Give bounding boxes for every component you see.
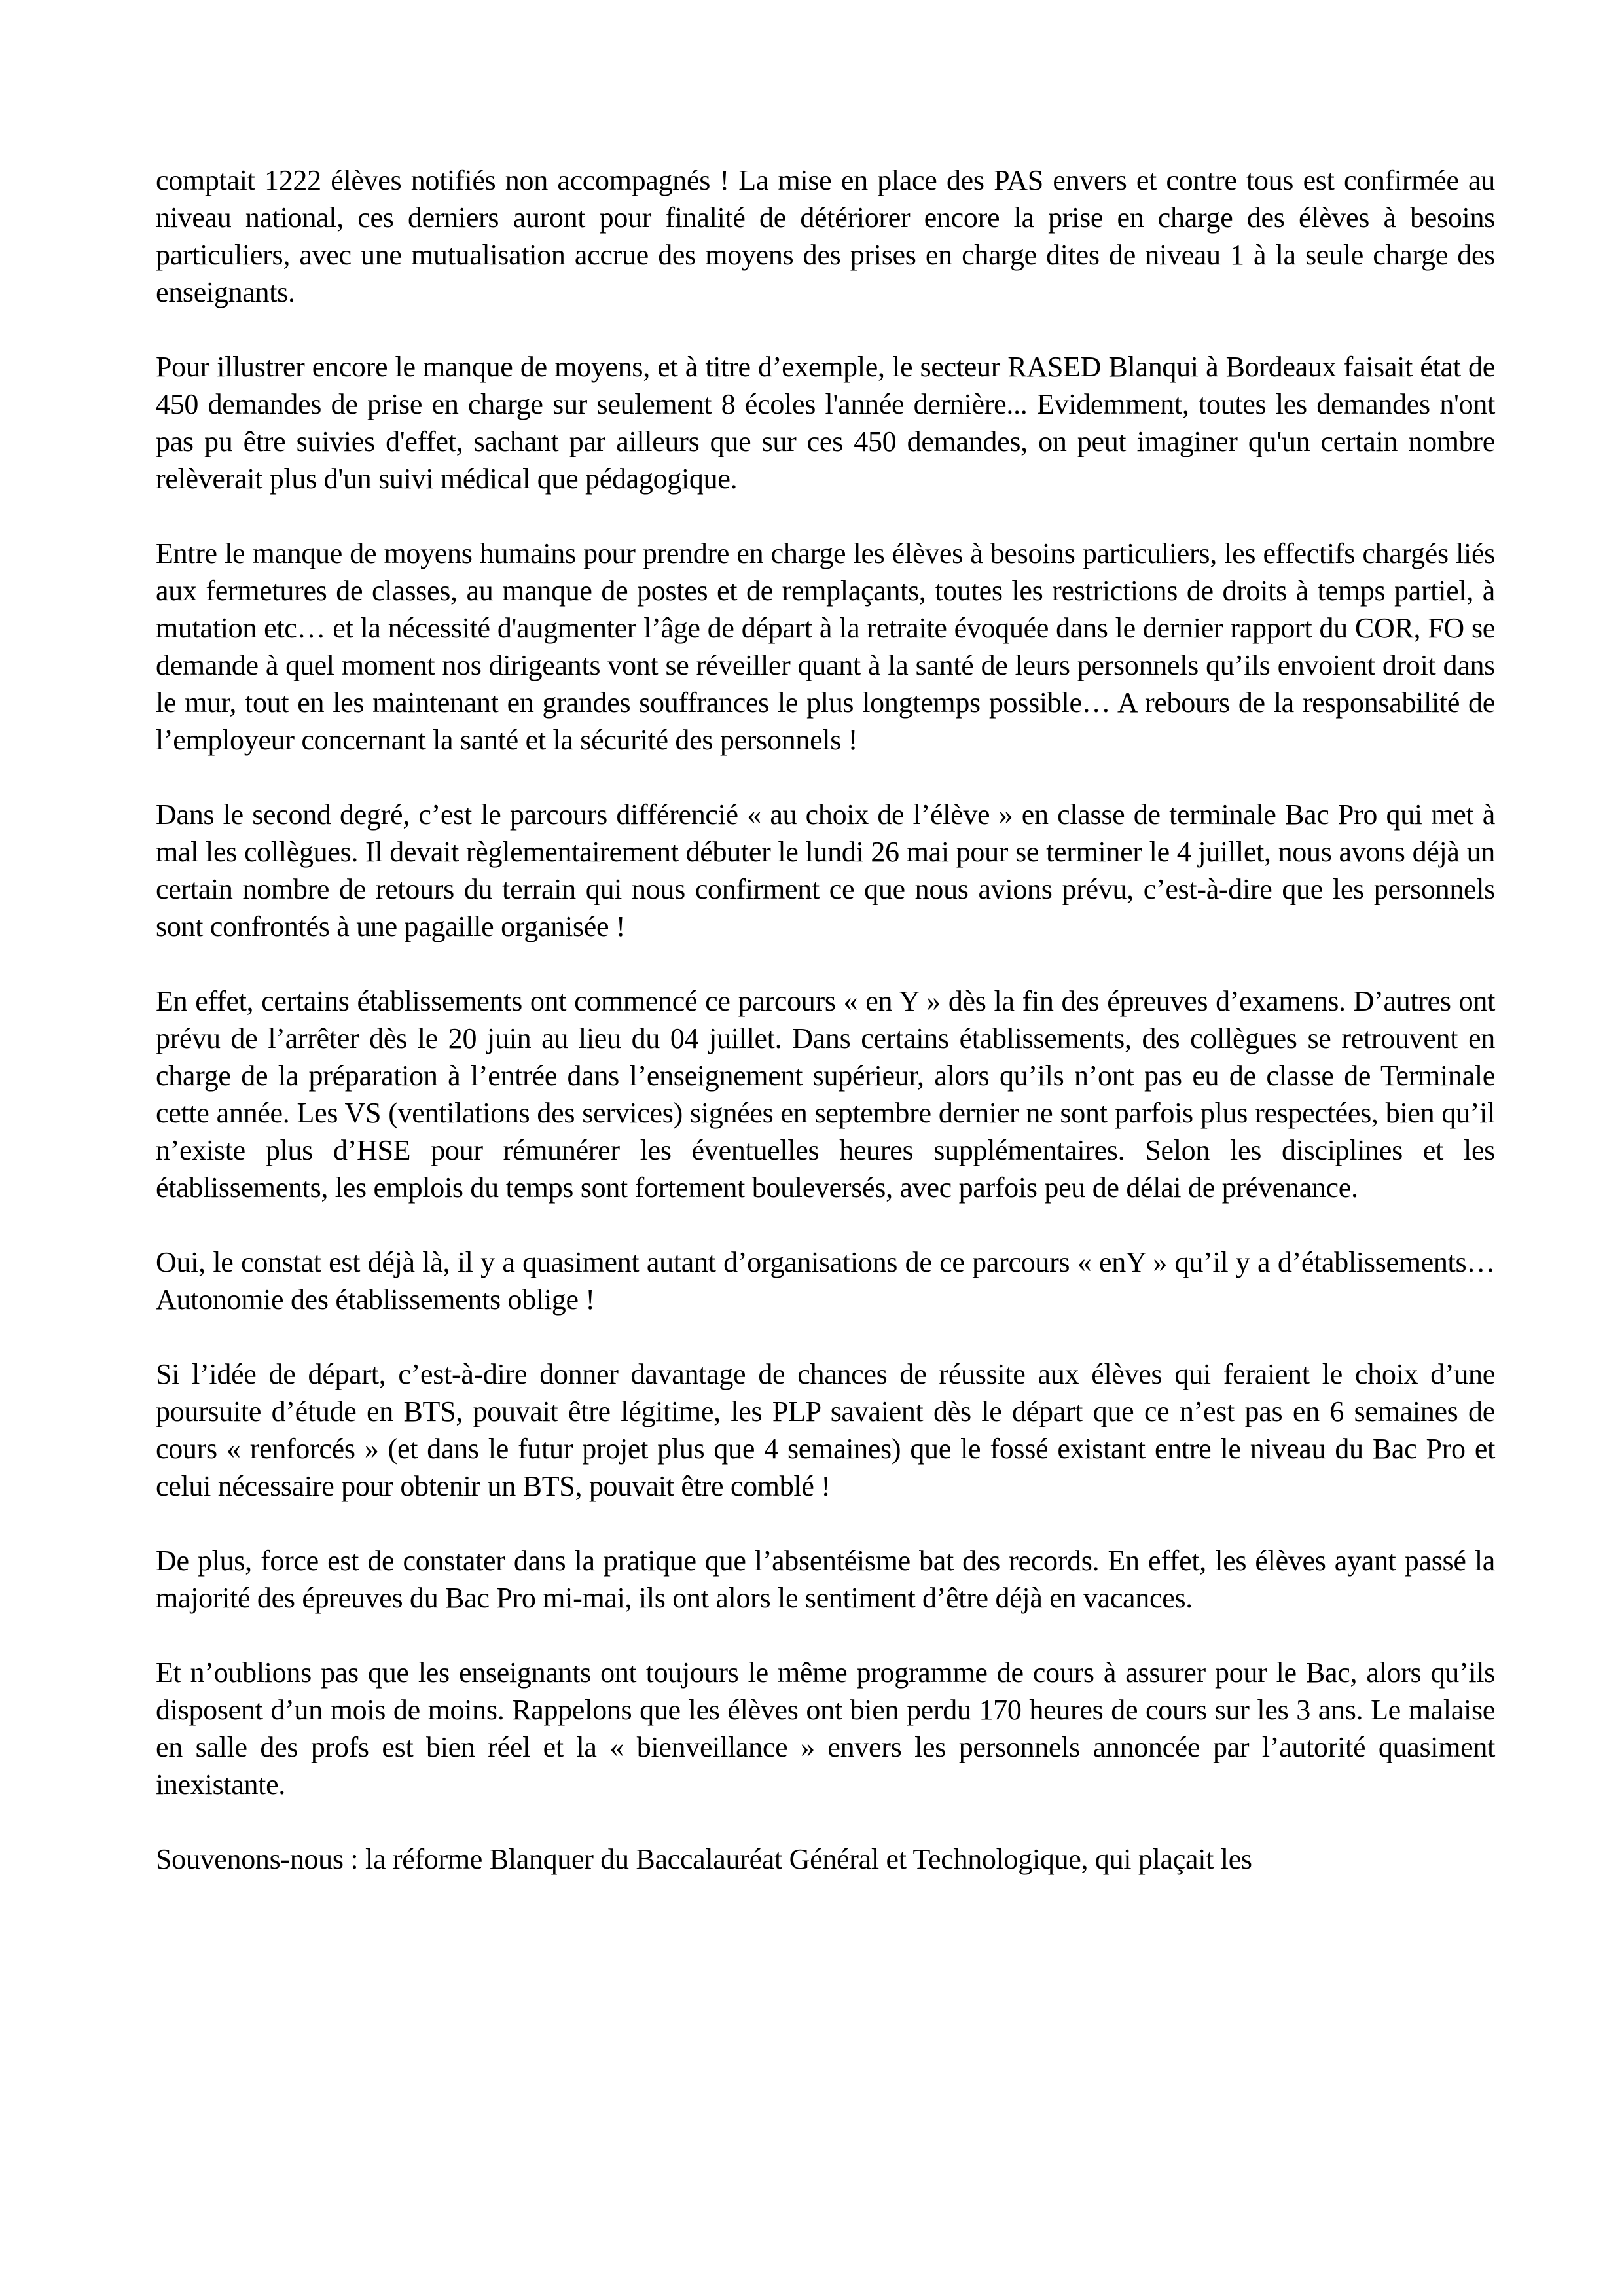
document-text-block: [156, 162, 1495, 1878]
paragraph: Si l’idée de départ, c’est-à-dire donner davantage de chances de réussite aux élèves qui feraient le choix d’une poursuite d’étude en BTS, pouvait être légitime, les PLP savaient dès le départ que ce n’est pas en 6 semaines de cours « renforcés » (et dans le futur projet plus que 4 semaines) que le fossé existant entre le niveau du Bac Pro et celui nécessaire pour obtenir un BTS, pouvait être comblé !: [156, 1358, 1495, 1502]
paragraph: Souvenons-nous : la réforme Blanquer du Baccalauréat Général et Technologique, qui plaçait les: [156, 1843, 1252, 1875]
paragraph: Entre le manque de moyens humains pour prendre en charge les élèves à besoins particuliers, les effectifs chargés liés aux fermetures de classes, au manque de postes et de remplaçants, toutes les restrictions de droits à temps partiel, à mutation etc… et la nécessité d'augmenter l’âge de départ à la retraite évoquée dans le dernier rapport du COR, FO se demande à quel moment nos dirigeants vont se réveiller quant à la santé de leurs personnels qu’ils envoient droit dans le mur, tout en les maintenant en grandes souffrances le plus longtemps possible… A rebours de la responsabilité de l’employeur concernant la santé et la sécurité des personnels !: [156, 537, 1495, 756]
paragraph: Et n’oublions pas que les enseignants ont toujours le même programme de cours à assurer pour le Bac, alors qu’ils disposent d’un mois de moins. Rappelons que les élèves ont bien perdu 170 heures de cours sur les 3 ans. Le malaise en salle des profs est bien réel et la « bienveillance » envers les personnels annoncée par l’autorité quasiment inexistante.: [156, 1657, 1495, 1801]
paragraph: comptait 1222 élèves notifiés non accompagnés ! La mise en place des PAS envers et contre tous est confirmée au niveau national, ces derniers auront pour finalité de détériorer encore la prise en charge des élèves à besoins particuliers, avec une mutualisation accrue des moyens des prises en charge dites de niveau 1 à la seule charge des enseignants.: [156, 164, 1495, 308]
paragraph: Oui, le constat est déjà là, il y a quasiment autant d’organisations de ce parcours « enY » qu’il y a d’établissements… Autonomie des établissements oblige !: [156, 1246, 1495, 1316]
paragraph: Pour illustrer encore le manque de moyens, et à titre d’exemple, le secteur RASED Blanqui à Bordeaux faisait état de 450 demandes de prise en charge sur seulement 8 écoles l'année dernière... Evidemment, toutes les demandes n'ont pas pu être suivies d'effet, sachant par ailleurs que sur ces 450 demandes, on peut imaginer qu'un certain nombre relèverait plus d'un suivi médical que pédagogique.: [156, 351, 1495, 495]
paragraph: De plus, force est de constater dans la pratique que l’absentéisme bat des records. En effet, les élèves ayant passé la majorité des épreuves du Bac Pro mi-mai, ils ont alors le sentiment d’être déjà en vacances.: [156, 1545, 1495, 1614]
paragraph: En effet, certains établissements ont commencé ce parcours « en Y » dès la fin des épreuves d’examens. D’autres ont prévu de l’arrêter dès le 20 juin au lieu du 04 juillet. Dans certains établissements, des collègues se retrouvent en charge de la préparation à l’entrée dans l’enseignement supérieur, alors qu’ils n’ont pas eu de classe de Terminale cette année. Les VS (ventilations des services) signées en septembre dernier ne sont parfois plus respectées, bien qu’il n’existe plus d’HSE pour rémunérer les éventuelles heures supplémentaires. Selon les disciplines et les établissements, les emplois du temps sont fortement bouleversés, avec parfois peu de délai de prévenance.: [156, 985, 1495, 1204]
paragraph: Dans le second degré, c’est le parcours différencié « au choix de l’élève » en classe de terminale Bac Pro qui met à mal les collègues. Il devait règlementairement débuter le lundi 26 mai pour se terminer le 4 juillet, nous avons déjà un certain nombre de retours du terrain qui nous confirment ce que nous avions prévu, c’est-à-dire que les personnels sont confrontés à une pagaille organisée !: [156, 798, 1495, 942]
